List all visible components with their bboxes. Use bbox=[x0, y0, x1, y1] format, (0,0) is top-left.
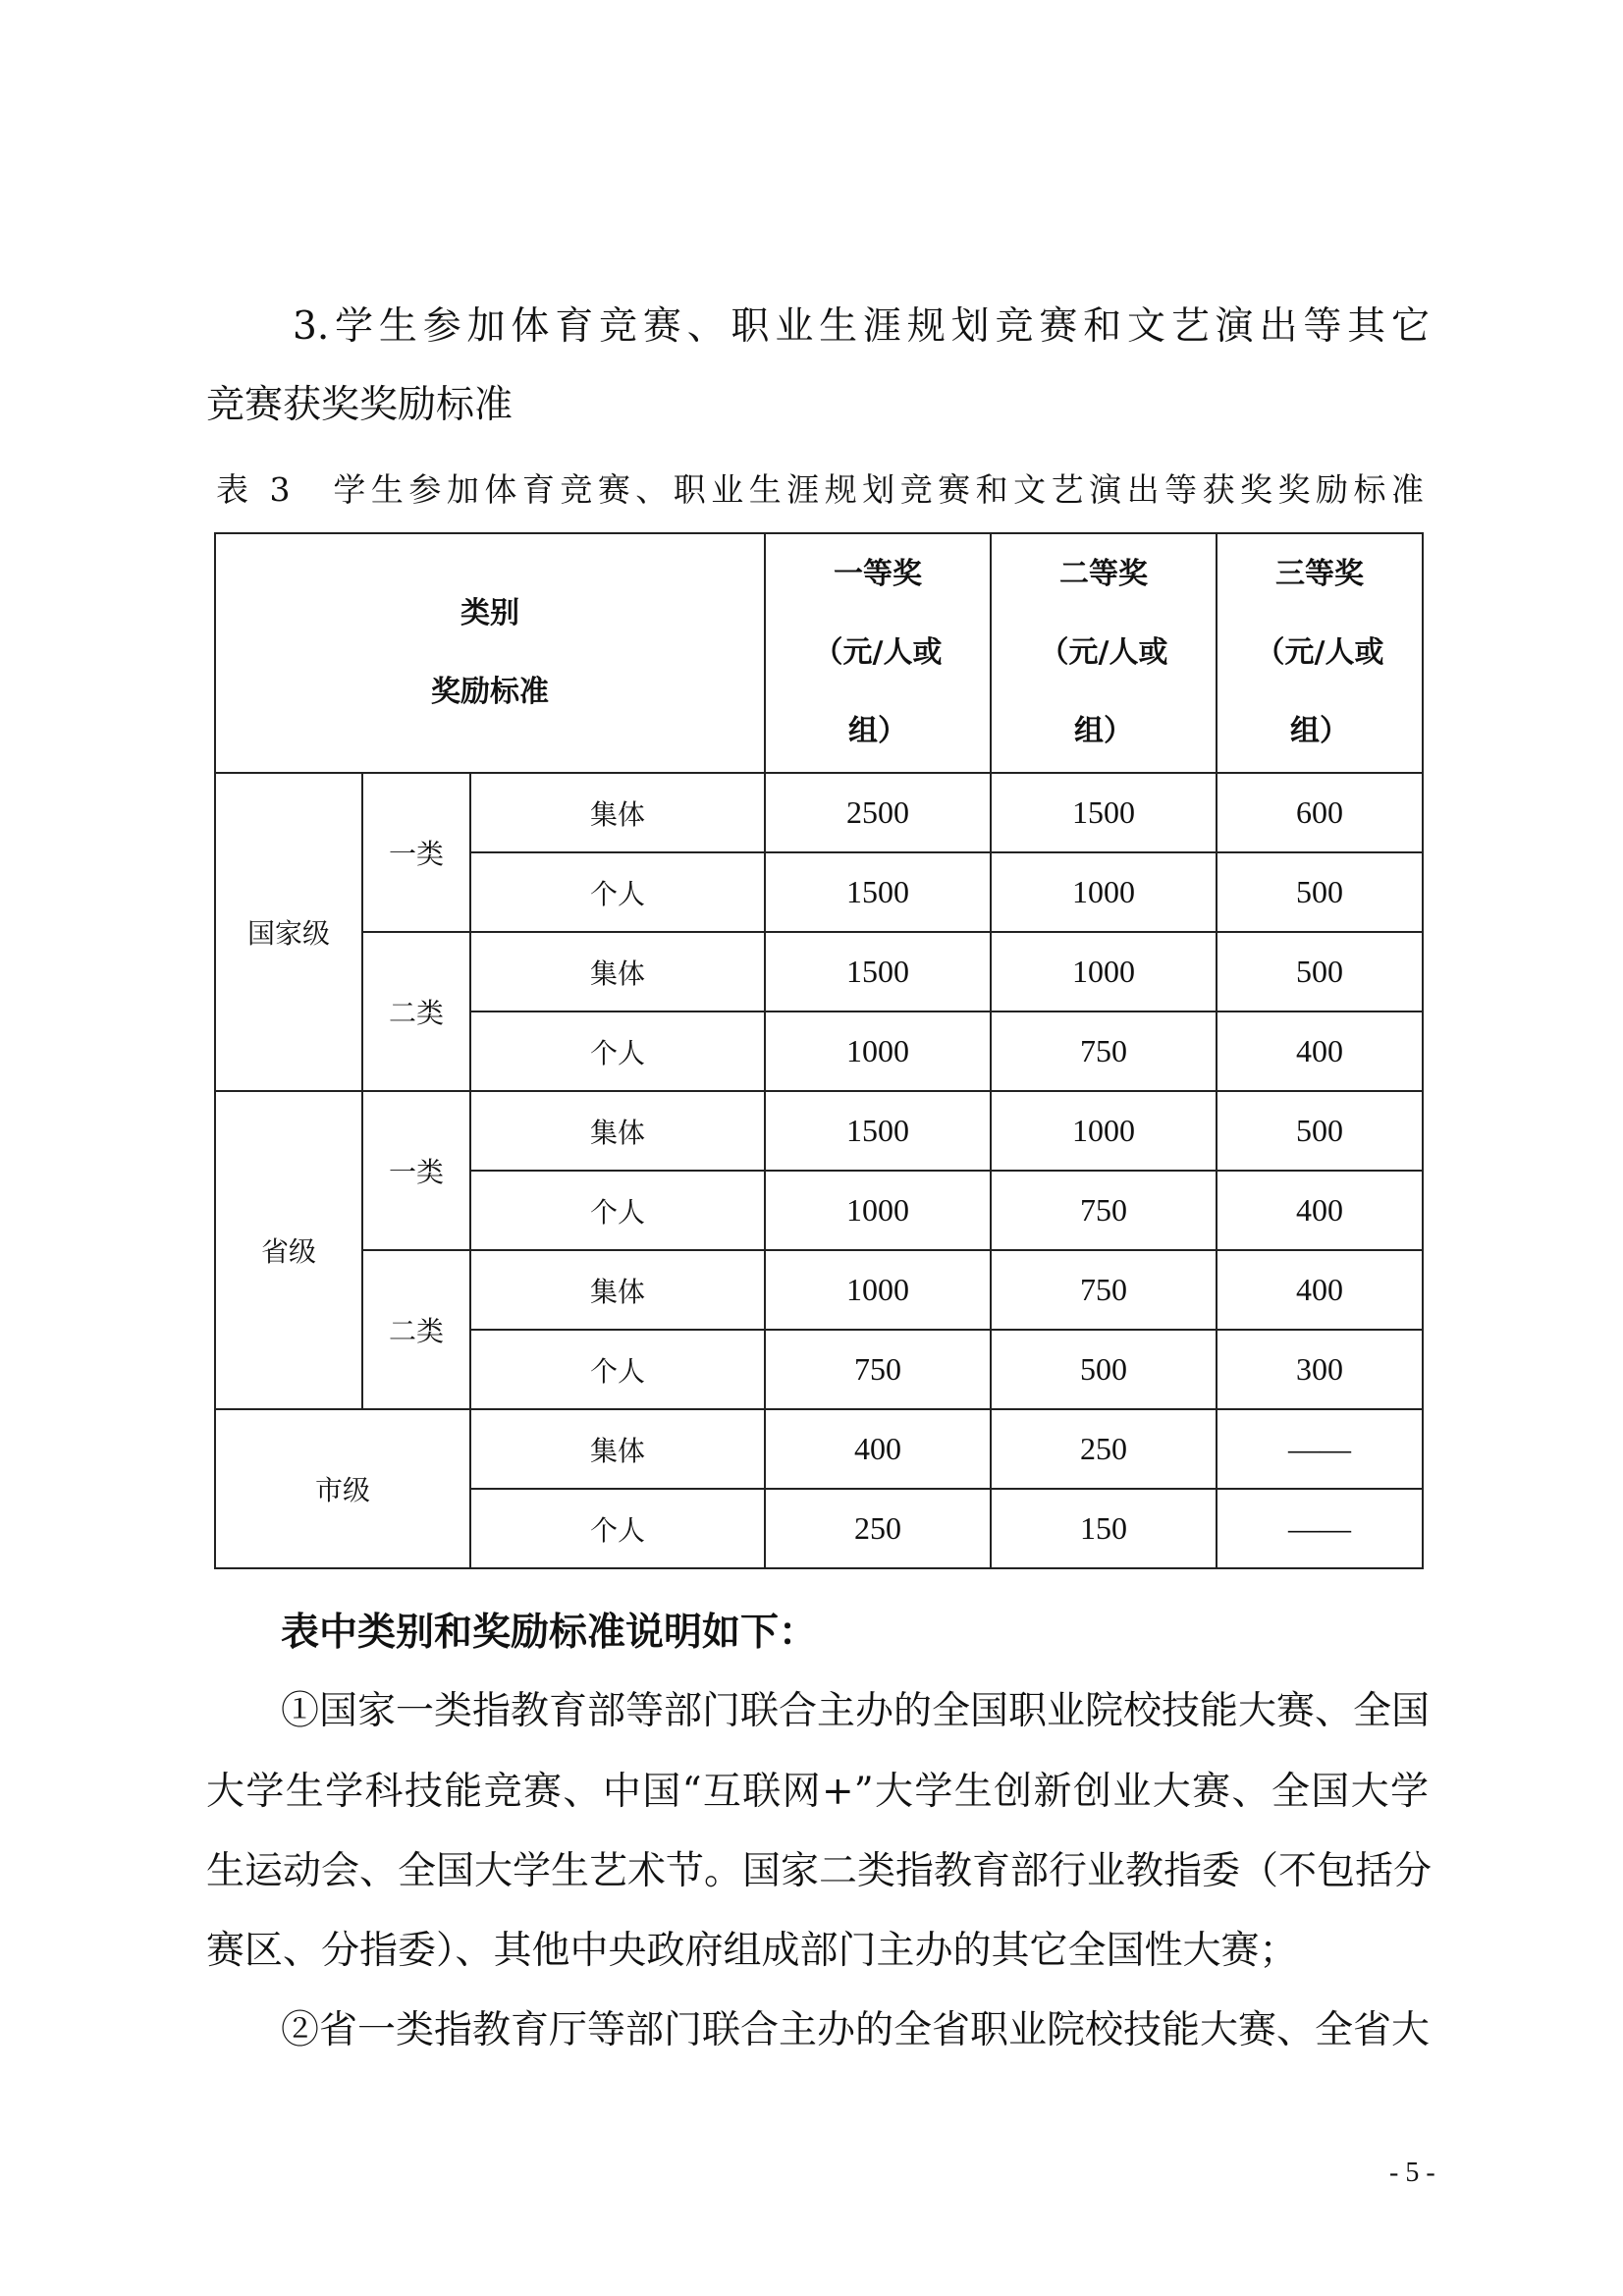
value-cell: 400 bbox=[1217, 1171, 1423, 1250]
header-third-prize: 三等奖 （元/人或 组） bbox=[1217, 533, 1423, 773]
table-caption: 表 3 学生参加体育竞赛、职业生涯规划竞赛和文艺演出等获奖奖励标准 bbox=[216, 470, 1424, 509]
value-cell: 250 bbox=[765, 1489, 991, 1568]
type-cell: 集体 bbox=[470, 1409, 765, 1489]
value-cell: 500 bbox=[1217, 852, 1423, 932]
value-cell: 1000 bbox=[991, 1091, 1217, 1171]
level-national: 国家级 bbox=[215, 773, 362, 1091]
type-cell: 个人 bbox=[470, 1171, 765, 1250]
value-cell: 750 bbox=[991, 1250, 1217, 1330]
paragraph-line: ②省一类指教育厅等部门联合主办的全省职业院校技能大赛、全省大 bbox=[281, 2008, 1431, 2052]
value-cell: 1000 bbox=[991, 932, 1217, 1011]
value-cell: 1000 bbox=[765, 1171, 991, 1250]
header-first-prize: 一等奖 （元/人或 组） bbox=[765, 533, 991, 773]
class-cell: 一类 bbox=[362, 773, 470, 932]
table-row bbox=[215, 1409, 1423, 1489]
value-cell: 1500 bbox=[765, 852, 991, 932]
value-cell: 750 bbox=[991, 1011, 1217, 1091]
class-cell: 一类 bbox=[362, 1091, 470, 1250]
value-cell: 400 bbox=[765, 1409, 991, 1489]
value-cell: 2500 bbox=[765, 773, 991, 852]
page-number: - 5 - bbox=[1389, 2158, 1435, 2188]
value-cell: —— bbox=[1217, 1489, 1423, 1568]
value-cell: 1500 bbox=[991, 773, 1217, 852]
paragraph-line: ①国家一类指教育部等部门联合主办的全国职业院校技能大赛、全国 bbox=[281, 1689, 1431, 1733]
type-cell: 集体 bbox=[470, 1091, 765, 1171]
type-cell: 个人 bbox=[470, 1489, 765, 1568]
type-cell: 集体 bbox=[470, 773, 765, 852]
header-category-standard: 类别 奖励标准 bbox=[215, 533, 765, 773]
value-cell: 400 bbox=[1217, 1250, 1423, 1330]
note-title: 表中类别和奖励标准说明如下： bbox=[281, 1610, 818, 1655]
header-second-prize: 二等奖 （元/人或 组） bbox=[991, 533, 1217, 773]
type-cell: 集体 bbox=[470, 1250, 765, 1330]
value-cell: 500 bbox=[991, 1330, 1217, 1409]
type-cell: 个人 bbox=[470, 852, 765, 932]
table-header-row bbox=[215, 533, 1423, 773]
class-cell: 二类 bbox=[362, 1250, 470, 1409]
level-city: 市级 bbox=[215, 1409, 470, 1568]
class-cell: 二类 bbox=[362, 932, 470, 1091]
type-cell: 个人 bbox=[470, 1330, 765, 1409]
value-cell: 150 bbox=[991, 1489, 1217, 1568]
paragraph-line: 生运动会、全国大学生艺术节。国家二类指教育部行业教指委（不包括分 bbox=[206, 1849, 1433, 1893]
value-cell: 1000 bbox=[765, 1250, 991, 1330]
value-cell: 1000 bbox=[991, 852, 1217, 932]
value-cell: 1500 bbox=[765, 1091, 991, 1171]
paragraph-line: 赛区、分指委）、其他中央政府组成部门主办的其它全国性大赛； bbox=[206, 1929, 1298, 1973]
value-cell: —— bbox=[1217, 1409, 1423, 1489]
value-cell: 600 bbox=[1217, 773, 1423, 852]
table-row bbox=[215, 932, 1423, 1011]
value-cell: 300 bbox=[1217, 1330, 1423, 1409]
value-cell: 500 bbox=[1217, 932, 1423, 1011]
table-row bbox=[215, 773, 1423, 852]
paragraph-line: 大学生学科技能竞赛、中国“互联网+”大学生创新创业大赛、全国大学 bbox=[206, 1770, 1429, 1814]
table-row bbox=[215, 1250, 1423, 1330]
value-cell: 1000 bbox=[765, 1011, 991, 1091]
type-cell: 集体 bbox=[470, 932, 765, 1011]
award-table bbox=[214, 532, 1424, 1569]
value-cell: 250 bbox=[991, 1409, 1217, 1489]
value-cell: 400 bbox=[1217, 1011, 1423, 1091]
table-row bbox=[215, 1091, 1423, 1171]
value-cell: 1500 bbox=[765, 932, 991, 1011]
type-cell: 个人 bbox=[470, 1011, 765, 1091]
value-cell: 500 bbox=[1217, 1091, 1423, 1171]
level-provincial: 省级 bbox=[215, 1091, 362, 1409]
section-heading-line1: 3.学生参加体育竞赛、职业生涯规划竞赛和文艺演出等其它 bbox=[293, 304, 1430, 349]
value-cell: 750 bbox=[991, 1171, 1217, 1250]
value-cell: 750 bbox=[765, 1330, 991, 1409]
section-heading-line2: 竞赛获奖奖励标准 bbox=[206, 383, 514, 427]
